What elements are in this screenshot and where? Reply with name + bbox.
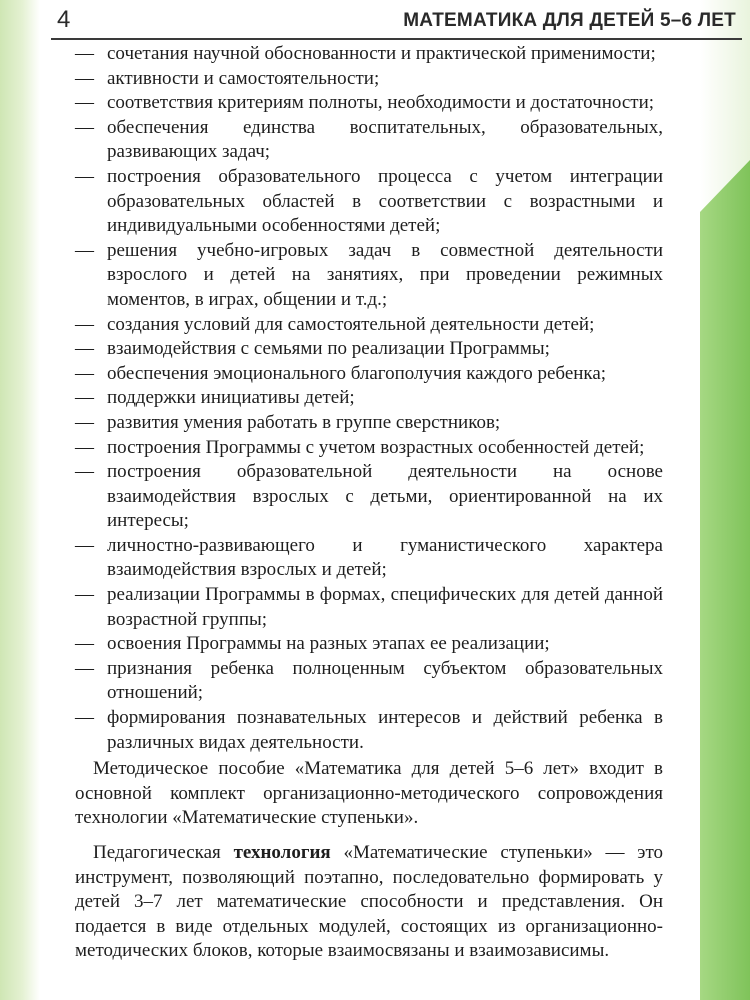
list-item <box>75 706 663 755</box>
list-item <box>75 165 663 239</box>
list-item <box>75 632 663 657</box>
list-item <box>75 313 663 338</box>
list-dash: — <box>75 461 94 483</box>
list-item <box>75 42 663 67</box>
list-item-text: соответствия критериям полноты, необходимости и достаточности; <box>107 92 655 114</box>
list-dash: — <box>75 534 94 556</box>
right-decorative-tab <box>700 0 750 1000</box>
list-item <box>75 460 663 534</box>
list-item-text: личностно-развивающего и гуманистического характера взаимодействия взрослых и детей; <box>107 534 663 581</box>
list-dash: — <box>75 633 94 655</box>
list-item-text: решения учебно-игровых задач в совместной деятельности взрослого и детей на занятиях, при проведении режимных моментов, в играх, общении и т.д.; <box>107 239 663 310</box>
list-dash: — <box>75 657 94 679</box>
list-dash: — <box>75 165 94 187</box>
list-dash: — <box>75 411 94 433</box>
list-item-text: признания ребенка полноценным субъектом образовательных отношений; <box>107 657 663 704</box>
list-item-text: создания условий для самостоятельной деятельности детей; <box>107 313 595 335</box>
page-content <box>75 42 663 964</box>
paragraph-methodical-manual: Методическое пособие «Математика для детей 5–6 лет» входит в основной комплект организационно-методического сопровождения технологии «Математические ступеньки». <box>75 758 663 829</box>
left-decorative-strip <box>0 0 40 1000</box>
list-item-text: реализации Программы в формах, специфических для детей данной возрастной группы; <box>107 584 663 630</box>
list-dash: — <box>75 116 94 138</box>
list-item-text: формирования познавательных интересов и действий ребенка в различных видах деятельности. <box>107 707 663 753</box>
principles-list <box>75 42 663 755</box>
list-item-text: построения Программы с учетом возрастных особенностей детей; <box>107 436 645 458</box>
running-title: МАТЕМАТИКА ДЛЯ ДЕТЕЙ 5–6 ЛЕТ <box>403 10 736 31</box>
list-item <box>75 657 663 706</box>
list-item <box>75 116 663 165</box>
list-item-text: активности и самостоятельности; <box>107 67 380 89</box>
list-dash: — <box>75 584 94 606</box>
list-item-text: построения образовательного процесса с учетом интеграции образовательных областей в соответствии с возрастными и индивидуальными особенностями детей; <box>107 165 663 237</box>
list-item-text: сочетания научной обоснованности и практической применимости; <box>107 43 656 64</box>
list-dash: — <box>75 239 94 261</box>
paragraph-technology-lead: Педагогическая <box>93 842 234 863</box>
list-item <box>75 362 663 387</box>
list-item-text: построения образовательной деятельности на основе взаимодействия взрослых с детьми, ориентированной на их интересы; <box>107 461 663 532</box>
list-dash: — <box>75 67 94 89</box>
list-item-text: взаимодействия с семьями по реализации Программы; <box>107 338 550 360</box>
list-item <box>75 239 663 313</box>
list-dash: — <box>75 338 94 360</box>
page-number: 4 <box>57 6 71 33</box>
list-dash: — <box>75 387 94 409</box>
list-dash: — <box>75 313 94 335</box>
list-item <box>75 534 663 583</box>
list-item-text: обеспечения эмоционального благополучия каждого ребенка; <box>107 362 607 384</box>
list-dash: — <box>75 92 94 114</box>
list-item-text: развития умения работать в группе сверстников; <box>107 411 501 433</box>
paragraph-technology-bold: технология <box>233 842 331 863</box>
list-dash: — <box>75 43 94 64</box>
list-item-text: освоения Программы на разных этапах ее реализации; <box>107 633 550 655</box>
list-item <box>75 386 663 411</box>
list-item <box>75 91 663 116</box>
list-dash: — <box>75 707 94 729</box>
list-item <box>75 411 663 436</box>
page-header <box>51 0 742 40</box>
list-item-text: обеспечения единства воспитательных, образовательных, развивающих задач; <box>107 116 663 163</box>
paragraph-technology-rest: «Математические ступеньки» — это инструмент, позволяющий поэтапно, последовательно формировать у детей 3–7 лет математические способности и представления. Он подается в виде отдельных модулей, состоящих из организационно-методических блоков, которые взаимосвязаны и взаимозависимы. <box>75 842 663 962</box>
list-item <box>75 583 663 632</box>
paragraph-technology <box>75 841 663 964</box>
list-dash: — <box>75 362 94 384</box>
list-item <box>75 436 663 461</box>
list-item-text: поддержки инициативы детей; <box>107 387 355 409</box>
list-item <box>75 67 663 92</box>
list-item <box>75 337 663 362</box>
list-dash: — <box>75 436 94 458</box>
